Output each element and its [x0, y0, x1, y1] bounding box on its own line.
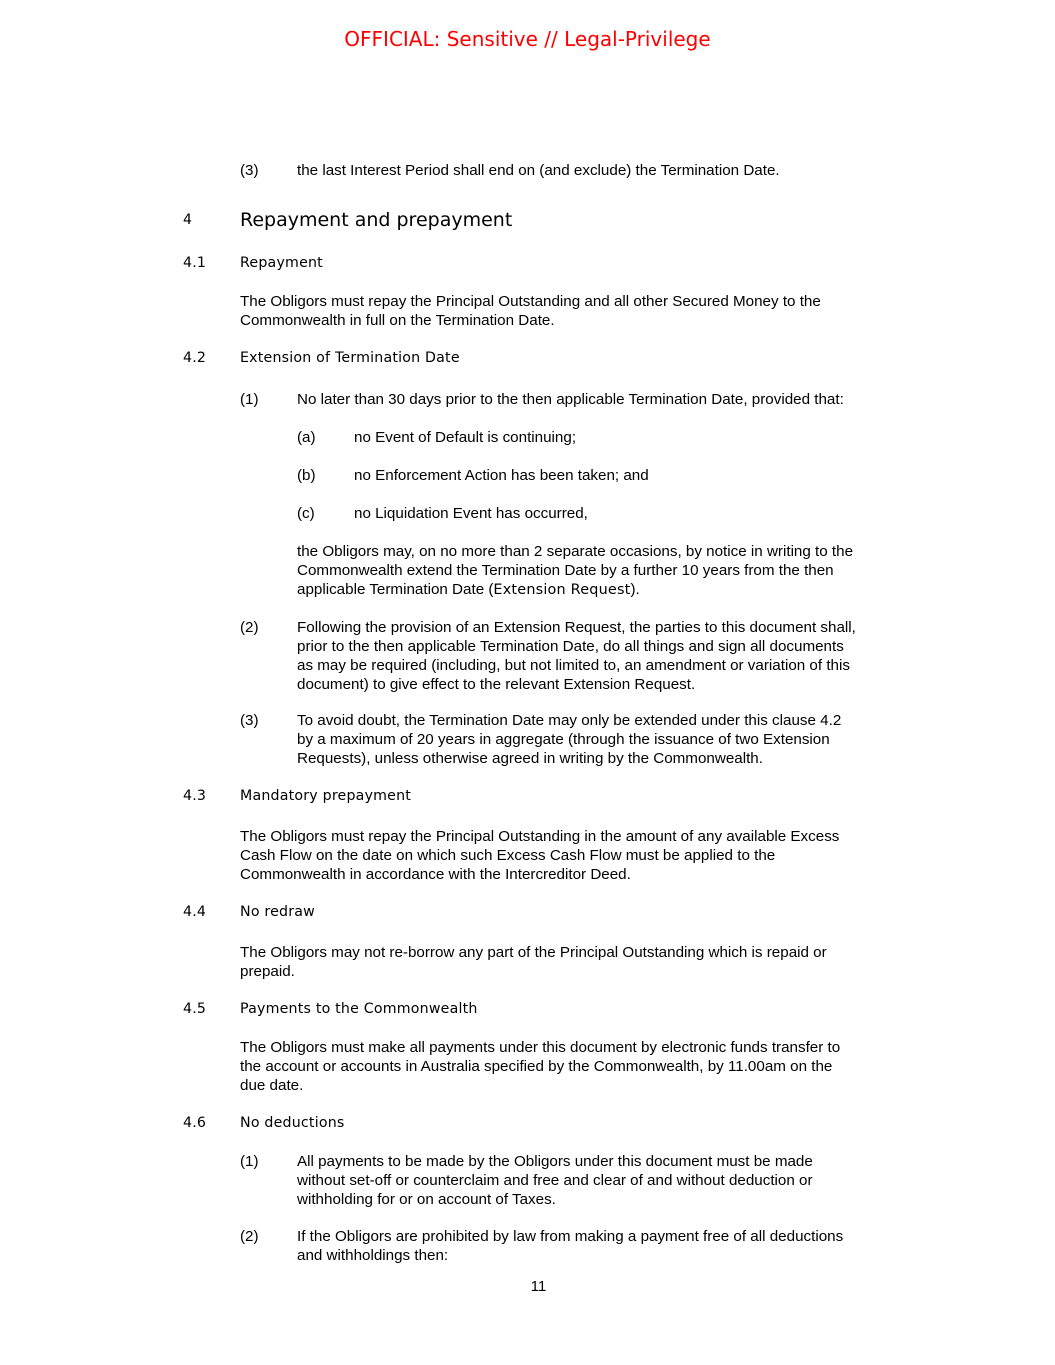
clause-heading: No deductions [240, 1115, 345, 1131]
sublist-letter: (a) [297, 429, 316, 446]
clause-number: 4.4 [183, 904, 207, 920]
paragraph-line: and withholdings then: [297, 1247, 449, 1264]
paragraph-line: If the Obligors are prohibited by law from making a payment free of all deductions [297, 1228, 844, 1245]
paragraph-line: Requests), unless otherwise agreed in writing by the Commonwealth. [297, 750, 763, 767]
clause-number: 4.5 [183, 1001, 207, 1017]
list-number: (2) [240, 619, 259, 636]
page-number: 11 [530, 1278, 547, 1295]
paragraph-segment: ). [630, 581, 640, 598]
paragraph-line: The Obligors must repay the Principal Outstanding and all other Secured Money to the [240, 293, 821, 310]
section-title: Repayment and prepayment [240, 209, 513, 231]
clause-number: 4.1 [183, 255, 207, 271]
classification-banner: OFFICIAL: Sensitive // Legal-Privilege [344, 27, 711, 51]
paragraph-line: No later than 30 days prior to the then applicable Termination Date, provided that: [297, 391, 844, 408]
paragraph-line: as may be required (including, but not limited to, an amendment or variation of this [297, 657, 850, 674]
paragraph-line: Cash Flow on the date on which such Excess Cash Flow must be applied to the [240, 847, 776, 864]
paragraph-line: the last Interest Period shall end on (and exclude) the Termination Date. [297, 162, 780, 179]
paragraph-line: The Obligors must make all payments under this document by electronic funds transfer to [240, 1039, 841, 1056]
paragraph-line: Commonwealth extend the Termination Date by a further 10 years from the then [297, 562, 834, 579]
sublist-letter: (b) [297, 467, 316, 484]
clause-heading: No redraw [240, 904, 315, 920]
section-number: 4 [183, 212, 192, 228]
list-number: (1) [240, 391, 259, 408]
defined-term: Extension Request [493, 582, 631, 598]
paragraph-line: Commonwealth in full on the Termination Date. [240, 312, 555, 329]
clause-number: 4.6 [183, 1115, 207, 1131]
paragraph-line: no Enforcement Action has been taken; and [354, 467, 649, 484]
clause-heading: Mandatory prepayment [240, 788, 412, 804]
sublist-letter: (c) [297, 505, 315, 522]
paragraph-line: Following the provision of an Extension Request, the parties to this document shall, [297, 619, 856, 636]
paragraph-line: To avoid doubt, the Termination Date may only be extended under this clause 4.2 [297, 712, 842, 729]
clause-heading: Extension of Termination Date [240, 350, 460, 366]
paragraph-segment: applicable Termination Date ( [297, 581, 494, 598]
clause-heading: Repayment [240, 255, 323, 271]
paragraph-line: the account or accounts in Australia specified by the Commonwealth, by 11.00am on the [240, 1058, 833, 1075]
paragraph-line: All payments to be made by the Obligors under this document must be made [297, 1153, 813, 1170]
paragraph-line: withholding for or on account of Taxes. [297, 1191, 556, 1208]
list-number: (1) [240, 1153, 259, 1170]
paragraph-line [297, 580, 640, 600]
paragraph-line: document) to give effect to the relevant Extension Request. [297, 676, 696, 693]
list-number: (3) [240, 712, 259, 729]
clause-number: 4.2 [183, 350, 207, 366]
paragraph-line: prepaid. [240, 963, 295, 980]
paragraph-line: Commonwealth in accordance with the Intercreditor Deed. [240, 866, 631, 883]
paragraph-line: prior to the then applicable Termination Date, do all things and sign all documents [297, 638, 844, 655]
paragraph-line: no Event of Default is continuing; [354, 429, 577, 446]
paragraph-line: The Obligors must repay the Principal Outstanding in the amount of any available Excess [240, 828, 840, 845]
clause-number: 4.3 [183, 788, 207, 804]
list-number: (2) [240, 1228, 259, 1245]
clause-heading: Payments to the Commonwealth [240, 1001, 478, 1017]
paragraph-line: without set-off or counterclaim and free and clear of and without deduction or [297, 1172, 813, 1189]
paragraph-line: The Obligors may not re-borrow any part of the Principal Outstanding which is repaid or [240, 944, 827, 961]
paragraph-line: the Obligors may, on no more than 2 separate occasions, by notice in writing to the [297, 543, 854, 560]
paragraph-line: by a maximum of 20 years in aggregate (through the issuance of two Extension [297, 731, 830, 748]
paragraph-line: no Liquidation Event has occurred, [354, 505, 588, 522]
list-number: (3) [240, 162, 259, 179]
paragraph-line: due date. [240, 1077, 304, 1094]
